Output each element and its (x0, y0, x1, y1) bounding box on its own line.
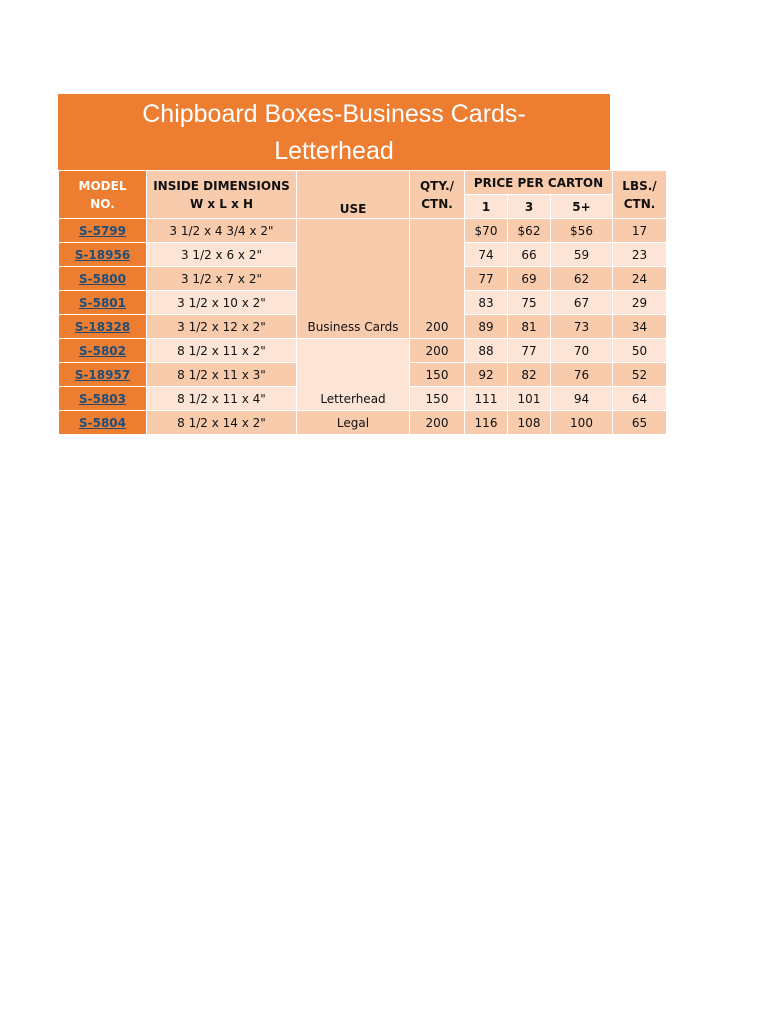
dimensions-cell: 8 1/2 x 11 x 2" (147, 339, 297, 363)
use-cell-legal: Legal (297, 411, 410, 435)
model-cell (59, 267, 147, 291)
header-lbs-line1: LBS./ (622, 178, 657, 193)
model-link[interactable]: S-5804 (78, 415, 127, 430)
price-3-cell: 75 (508, 291, 551, 315)
dimensions-cell: 3 1/2 x 7 x 2" (147, 267, 297, 291)
table-row (59, 411, 667, 435)
price-1-cell: 116 (465, 411, 508, 435)
price-5plus-cell: 76 (551, 363, 613, 387)
header-price-3: 3 (508, 195, 551, 219)
price-3-cell: 82 (508, 363, 551, 387)
dimensions-cell: 3 1/2 x 12 x 2" (147, 315, 297, 339)
price-1-cell: 92 (465, 363, 508, 387)
qty-cell: 200 (410, 339, 465, 363)
price-3-cell: 69 (508, 267, 551, 291)
dimensions-cell: 3 1/2 x 6 x 2" (147, 243, 297, 267)
dimensions-cell: 3 1/2 x 10 x 2" (147, 291, 297, 315)
price-1-cell: 89 (465, 315, 508, 339)
header-dimensions (147, 171, 297, 219)
price-table (58, 170, 667, 435)
price-5plus-cell: 62 (551, 267, 613, 291)
price-1-cell: $70 (465, 219, 508, 243)
title-line-1: Chipboard Boxes-Business Cards- (142, 100, 526, 128)
dimensions-cell: 8 1/2 x 14 x 2" (147, 411, 297, 435)
price-5plus-cell: 70 (551, 339, 613, 363)
model-link[interactable]: S-18957 (74, 367, 131, 382)
qty-cell: 150 (410, 387, 465, 411)
header-qty-line2: CTN. (421, 196, 453, 211)
lbs-cell: 29 (613, 291, 667, 315)
title-line-2: Letterhead (274, 137, 394, 165)
price-5plus-cell: 73 (551, 315, 613, 339)
dimensions-cell: 8 1/2 x 11 x 3" (147, 363, 297, 387)
lbs-cell: 23 (613, 243, 667, 267)
price-3-cell: $62 (508, 219, 551, 243)
price-5plus-cell: 59 (551, 243, 613, 267)
price-1-cell: 88 (465, 339, 508, 363)
lbs-cell: 17 (613, 219, 667, 243)
price-5plus-cell: 100 (551, 411, 613, 435)
price-3-cell: 108 (508, 411, 551, 435)
model-cell (59, 387, 147, 411)
dimensions-cell: 8 1/2 x 11 x 4" (147, 387, 297, 411)
model-cell (59, 339, 147, 363)
model-link[interactable]: S-5801 (78, 295, 127, 310)
model-link[interactable]: S-5803 (78, 391, 127, 406)
model-link[interactable]: S-18328 (74, 319, 131, 334)
price-5plus-cell: 67 (551, 291, 613, 315)
price-3-cell: 81 (508, 315, 551, 339)
model-cell (59, 219, 147, 243)
table-row (59, 339, 667, 363)
header-model-line1: MODEL (78, 178, 127, 193)
qty-cell: 150 (410, 363, 465, 387)
price-3-cell: 101 (508, 387, 551, 411)
lbs-cell: 50 (613, 339, 667, 363)
header-use-label: USE (339, 202, 367, 216)
price-3-cell: 77 (508, 339, 551, 363)
page-title (58, 94, 610, 170)
price-5plus-cell: $56 (551, 219, 613, 243)
header-use (297, 171, 410, 219)
lbs-cell: 65 (613, 411, 667, 435)
header-qty (410, 171, 465, 219)
header-price-1: 1 (465, 195, 508, 219)
model-cell (59, 291, 147, 315)
lbs-cell: 24 (613, 267, 667, 291)
qty-cell: 200 (410, 411, 465, 435)
model-cell (59, 411, 147, 435)
price-3-cell: 66 (508, 243, 551, 267)
use-cell-letterhead: Letterhead (297, 339, 410, 411)
header-qty-line1: QTY./ (419, 178, 455, 193)
header-dimensions-line2: W x L x H (189, 196, 254, 211)
table-row (59, 219, 667, 243)
model-link[interactable]: S-5802 (78, 343, 127, 358)
price-5plus-cell: 94 (551, 387, 613, 411)
header-price-label: PRICE PER CARTON (473, 175, 604, 190)
price-1-cell: 83 (465, 291, 508, 315)
dimensions-cell: 3 1/2 x 4 3/4 x 2" (147, 219, 297, 243)
model-cell (59, 363, 147, 387)
header-price (465, 171, 613, 195)
header-price-5plus: 5+ (551, 195, 613, 219)
model-cell (59, 315, 147, 339)
price-1-cell: 74 (465, 243, 508, 267)
header-lbs-line2: CTN. (623, 196, 656, 211)
lbs-cell: 34 (613, 315, 667, 339)
header-lbs (613, 171, 667, 219)
model-cell (59, 243, 147, 267)
qty-cell-business-cards: 200 (410, 219, 465, 339)
price-1-cell: 111 (465, 387, 508, 411)
model-link[interactable]: S-5800 (78, 271, 127, 286)
price-1-cell: 77 (465, 267, 508, 291)
lbs-cell: 64 (613, 387, 667, 411)
lbs-cell: 52 (613, 363, 667, 387)
header-model-line2: NO. (90, 196, 115, 211)
header-dimensions-line1: INSIDE DIMENSIONS (153, 178, 290, 193)
header-model (59, 171, 147, 219)
model-link[interactable]: S-18956 (74, 247, 131, 262)
model-link[interactable]: S-5799 (78, 223, 127, 238)
use-cell-business-cards: Business Cards (297, 219, 410, 339)
